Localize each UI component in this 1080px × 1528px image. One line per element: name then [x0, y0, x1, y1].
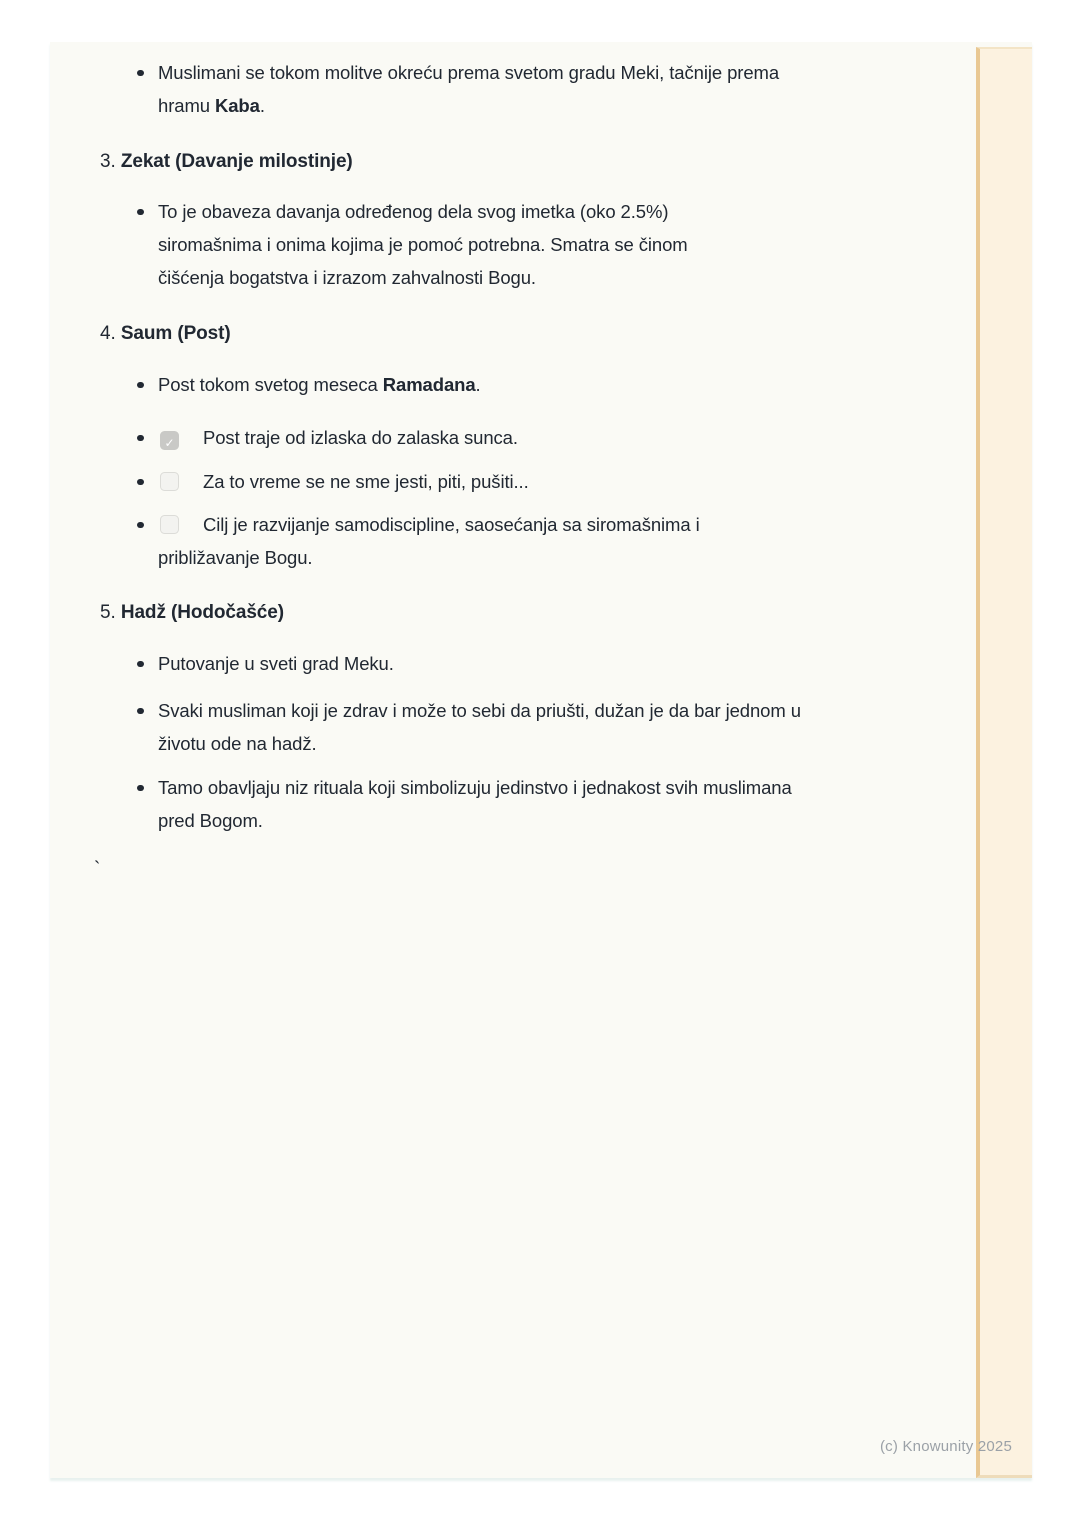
- section-title: Hadž (Hodočašće): [120, 602, 284, 623]
- bullet-item-putovanje: [100, 647, 826, 680]
- bullet-item-zekat: [100, 195, 758, 294]
- bullet-text-bold: Ramadana: [382, 374, 476, 395]
- watermark: (c) Knowunity 2025: [879, 1438, 1012, 1455]
- bullet-text: Post tokom svetog meseca: [158, 374, 383, 395]
- section-heading-zekat: [100, 145, 912, 178]
- bullet-item-svaki: [100, 694, 826, 760]
- checkbox-unchecked-icon[interactable]: [160, 515, 179, 534]
- bullet-text: Tamo obavljaju niz rituala koji simbolizuju jedinstvo i jednakost svih muslimana pred Bogom.: [158, 777, 792, 831]
- section-title: Zekat (Davanje milostinje): [120, 151, 353, 172]
- bullet-text: Putovanje u sveti grad Meku.: [158, 653, 394, 674]
- bullet-item-tamo: [100, 771, 826, 837]
- section-heading-hadz: [100, 596, 912, 629]
- section-number: 4.: [100, 323, 116, 344]
- bullet-text: Svaki musliman koji je zdrav i može to sebi da priušti, dužan je da bar jednom u životu ode na hadž.: [158, 700, 801, 754]
- stray-backtick: `: [94, 859, 101, 880]
- todo-item: [100, 465, 778, 498]
- todo-item: [100, 421, 778, 454]
- todo-label: Za to vreme se ne sme jesti, piti, pušiti...: [203, 471, 529, 492]
- bullet-text-bold: Kaba: [214, 95, 260, 116]
- todo-label: Cilj je razvijanje samodiscipline, saosećanja sa siromašnima i približavanje Bogu.: [158, 514, 700, 568]
- bullet-text: .: [259, 95, 265, 116]
- section-number: 5.: [100, 602, 116, 623]
- todo-item: [100, 508, 778, 574]
- section-number: 3.: [100, 151, 116, 172]
- bullet-text: To je obaveza davanja određenog dela svog imetka (oko 2.5%) siromašnima i onima kojima je pomoć potrebna. Smatra se činom čišćenja bogatstva i izrazom zahvalnosti Bogu.: [158, 201, 688, 288]
- bullet-text: Muslimani se tokom molitve okreću prema svetom gradu Meki, tačnije prema hramu: [158, 62, 780, 116]
- bullet-item-ramadan: [100, 368, 818, 401]
- document-page: [50, 42, 1032, 1478]
- section-title: Saum (Post): [120, 323, 231, 344]
- section-heading-saum: [100, 317, 912, 350]
- todo-label: Post traje od izlaska do zalaska sunca.: [203, 427, 518, 448]
- bullet-text: .: [475, 374, 481, 395]
- checkbox-checked-icon[interactable]: [160, 431, 179, 450]
- bullet-item-kaba: [100, 56, 818, 122]
- checkbox-unchecked-icon[interactable]: [160, 472, 179, 491]
- document-content: [50, 42, 1032, 886]
